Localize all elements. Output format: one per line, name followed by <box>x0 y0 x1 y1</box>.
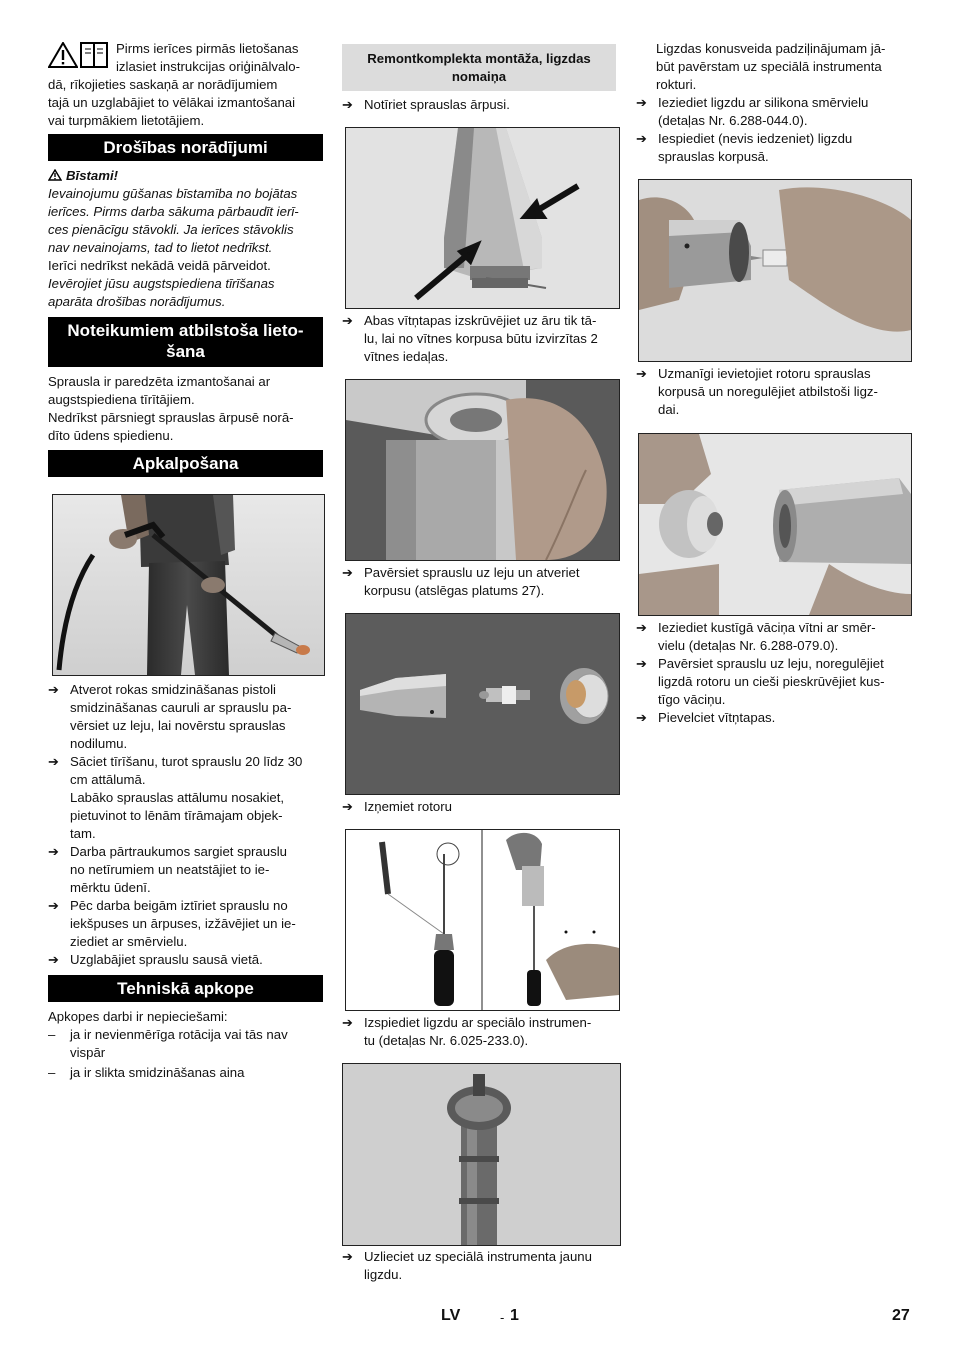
arrow-right-icon: ➔ <box>342 1249 353 1264</box>
maintenance-heading: Tehniskā apkope <box>48 975 323 1002</box>
repair-step-3: ➔ Pavērsiet sprauslu uz leju un atveriet korpusu (atslēgas platums 27). <box>342 565 580 598</box>
danger-label: Bīstami! <box>66 168 119 183</box>
arrow-right-icon: ➔ <box>342 1015 353 1030</box>
intended-use-text: Sprausla ir paredzēta izmantošanai ar augstspiediena tīrītājiem. Nedrīkst pārsniegt sprauslas ārpusē norā- dīto ūdens spiedienu. <box>48 374 294 443</box>
operation-steps <box>48 681 323 969</box>
page-number: 27 <box>892 1307 910 1324</box>
repair-step-5: ➔ Izspiediet ligzdu ar speciālo instrumen- tu (detaļas Nr. 6.025-233.0). <box>342 1015 592 1048</box>
arrow-right-icon: ➔ <box>48 754 59 769</box>
arrow-right-icon: ➔ <box>636 95 647 110</box>
danger-text-2: ierīces. Pirms darba sākuma pārbaudīt ierī- <box>48 204 299 219</box>
nozzle-setscrew-photo <box>345 127 620 309</box>
danger-plain-text: Ierīci nedrīkst nekādā veidā pārveidot. <box>48 258 271 273</box>
arrow-right-icon: ➔ <box>48 844 59 859</box>
intro-line-4: tajā un uzglabājiet to vēlākai izmantošanai <box>48 95 296 110</box>
insert-rotor-photo <box>638 179 912 362</box>
danger-text-1: Ievainojumu gūšanas bīstamība no bojātas <box>48 186 298 201</box>
arrow-right-icon: ➔ <box>342 799 353 814</box>
assembly-step-3: ➔ Uzmanīgi ievietojiet rotoru sprauslas korpusā un noregulējiet atbilstoši ligz- dai. <box>636 366 878 417</box>
arrow-right-icon: ➔ <box>342 565 353 580</box>
assembly-step-1: ➔ Ieziediet ligzdu ar silikona smērvielu (detaļas Nr. 6.288-044.0). <box>636 95 869 128</box>
intro-line-1: Pirms ierīces pirmās lietošanas <box>116 41 299 56</box>
intro-line-3: dā, rīkojieties saskaņā ar norādījumiem <box>48 77 278 92</box>
danger-block <box>48 167 323 311</box>
arrow-right-icon: ➔ <box>636 656 647 671</box>
intro-block <box>48 40 323 130</box>
maint-item-1: – ja ir nevienmērīga rotācija vai tās nav vispār <box>48 1027 288 1060</box>
op-step-4: ➔ Pēc darba beigām iztīriet sprauslu no iekšpuses un ārpuses, izžāvējiet un ie- ziediet ar smērvielu. <box>48 898 296 949</box>
danger-text-6: aparāta drošības norādījumus. <box>48 294 226 309</box>
arrow-right-icon: ➔ <box>636 620 647 635</box>
seat-orientation-note: Ligzdas konusveida padziļinājumam jā- būt pavērstam uz speciālā instrumenta rokturi. <box>656 41 886 92</box>
repair-step-6: ➔ Uzlieciet uz speciālā instrumenta jaunu ligzdu. <box>342 1249 592 1282</box>
footer-separator: - <box>500 1310 505 1325</box>
op-step-1: ➔ Atverot rokas smidzināšanas pistoli smidzināšanas cauruli ar sprauslu pa- vērsiet uz leju, lai novērstu sprauslas nodilumu. <box>48 682 292 751</box>
maintenance-text: Apkopes darbi ir nepieciešami: – ja ir nevienmērīga rotācija vai tās nav vispār – ja ir slikta smidzināšanas aina <box>48 1008 323 1082</box>
manual-book-icon <box>80 42 108 68</box>
arrow-right-icon: ➔ <box>48 682 59 697</box>
assembly-step-6: ➔ Pievelciet vītņtapas. <box>636 710 776 725</box>
arrow-right-icon: ➔ <box>636 131 647 146</box>
danger-text-4: nav nevainojams, tad to lietot nedrīkst. <box>48 240 273 255</box>
op-step-2: ➔ Sāciet tīrīšanu, turot sprauslu 20 līdz 30 cm attālumā. <box>48 754 303 787</box>
assembly-step-5: ➔ Pavērsiet sprauslu uz leju, noregulējiet ligzdā rotoru un cieši pieskrūvējiet kus- tīgo vāciņu. <box>636 656 885 707</box>
danger-text-3: ces pienācīgu stāvokli. Ja ierīces stāvoklis <box>48 222 294 237</box>
special-tool-photo <box>345 829 620 1011</box>
column-1 <box>48 40 323 1082</box>
maint-item-2: – ja ir slikta smidzināšanas aina <box>48 1065 245 1080</box>
arrow-right-icon: ➔ <box>636 710 647 725</box>
footer-section-number: 1 <box>510 1307 519 1324</box>
arrow-right-icon: ➔ <box>48 952 59 967</box>
disassembled-parts-photo <box>345 613 620 795</box>
operator-photo <box>52 494 325 676</box>
op-step-5: ➔ Uzglabājiet sprauslu sausā vietā. <box>48 952 263 967</box>
intro-line-2: izlasiet instrukcijas oriģinālvalo- <box>116 59 300 74</box>
intended-use-heading: Noteikumiem atbilstoša lieto- šana <box>48 317 323 367</box>
repair-step-1: ➔ Notīriet sprauslas ārpusi. <box>342 97 510 112</box>
column-2 <box>342 44 620 1284</box>
danger-text-5: Ievērojiet jūsu augstspiediena tīrīšanas <box>48 276 275 291</box>
assembly-step-2: ➔ Iespiediet (nevis iedzeniet) ligzdu sprauslas korpusā. <box>636 131 853 164</box>
arrow-right-icon: ➔ <box>48 898 59 913</box>
column-3 <box>636 40 912 727</box>
danger-triangle-icon <box>48 169 62 181</box>
operation-heading: Apkalpošana <box>48 450 323 477</box>
arrow-right-icon: ➔ <box>636 366 647 381</box>
footer-language: LV <box>441 1307 461 1324</box>
repair-step-2: ➔ Abas vītņtapas izskrūvējiet uz āru tik tā- lu, lai no vītnes korpusa būtu izvirzītas 2 vītnes iedaļas. <box>342 313 598 364</box>
new-seat-photo <box>342 1063 621 1246</box>
intro-line-5: vai turpmākiem lietotājiem. <box>48 113 205 128</box>
safety-heading: Drošības norādījumi <box>48 134 323 161</box>
op-note: Labāko sprauslas attālumu nosakiet, pietuvinot to lēnām tīrāmajam objek- tam. <box>70 790 285 841</box>
warning-triangle-icon <box>48 42 78 68</box>
cap-thread-photo <box>638 433 912 616</box>
arrow-right-icon: ➔ <box>342 97 353 112</box>
arrow-right-icon: ➔ <box>342 313 353 328</box>
assembly-step-4: ➔ Ieziediet kustīgā vāciņa vītni ar smēr- vielu (detaļas Nr. 6.288-079.0). <box>636 620 876 653</box>
wrench-photo <box>345 379 620 561</box>
op-step-3: ➔ Darba pārtraukumos sargiet sprauslu no netīrumiem un neatstājiet to ie- mērktu ūdenī. <box>48 844 287 895</box>
repair-kit-heading: Remontkomplekta montāža, ligzdas nomaiņa <box>342 44 616 91</box>
repair-step-4: ➔ Izņemiet rotoru <box>342 799 452 814</box>
